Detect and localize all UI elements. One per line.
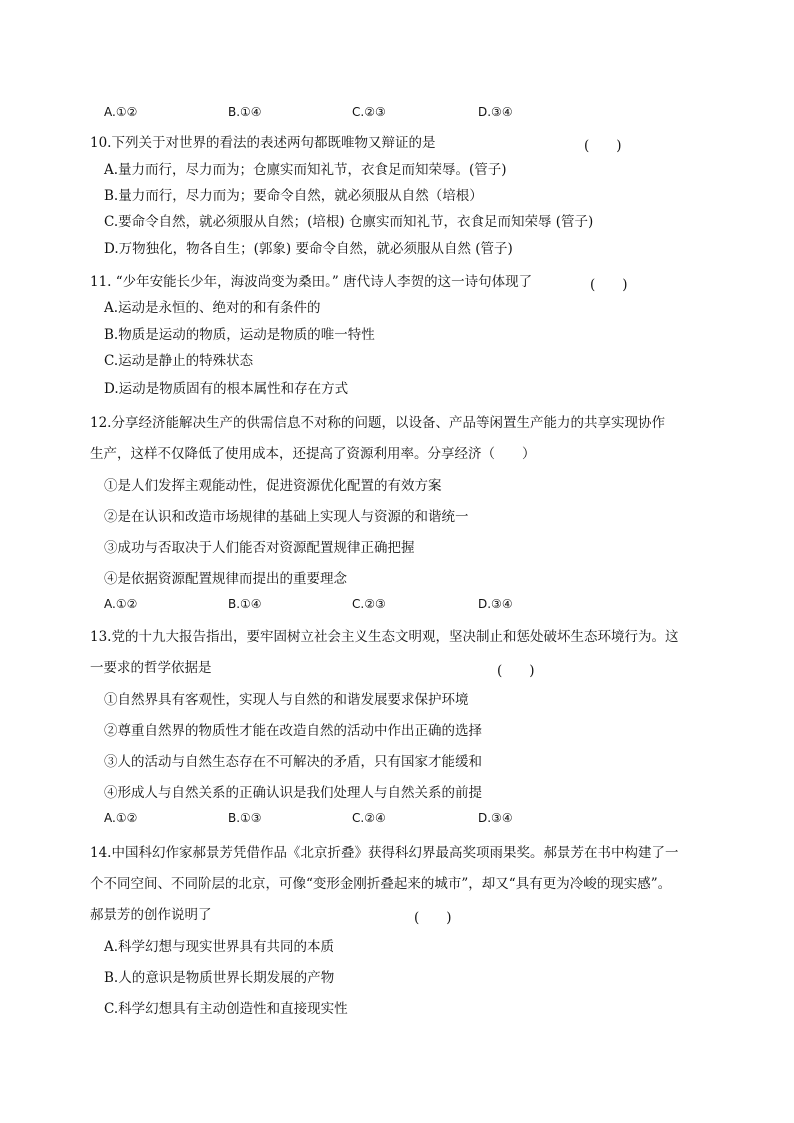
q10-option-d: D.万物独化，物各自生；(郭象) 要命令自然，就必须服从自然 (管子) [104, 241, 513, 257]
q12-option-d: D.③④ [478, 597, 513, 611]
q14-option-c: C.科学幻想具有主动创造性和直接现实性 [104, 1001, 348, 1017]
q9-option-c: C.②③ [352, 105, 386, 119]
q11-option-a: A.运动是永恒的、绝对的和有条件的 [104, 300, 321, 316]
q14-stem-line3: 郝景芳的创作说明了 [90, 907, 212, 923]
q12-statement-1: ①是人们发挥主观能动性，促进资源优化配置的有效方案 [104, 478, 442, 494]
q12-stem-line1: 12.分享经济能解决生产的供需信息不对称的问题，以设备、产品等闲置生产能力的共享实现协作 [90, 415, 665, 431]
q9-option-b: B.①④ [228, 105, 262, 119]
q13-statement-3: ③人的活动与自然生态存在不可解决的矛盾，只有国家才能缓和 [104, 754, 482, 770]
q9-option-a: A.①② [104, 105, 138, 119]
q9-options [104, 103, 704, 121]
q9-option-d: D.③④ [478, 105, 513, 119]
q14-stem-line2: 个不同空间、不同阶层的北京，可像“变形金刚折叠起来的城市”，却又“具有更为冷峻的现实感”。 [90, 876, 672, 892]
q11-option-d: D.运动是物质固有的根本属性和存在方式 [104, 381, 349, 397]
q14-answer-bracket: ( ) [414, 910, 452, 926]
q14-stem-line1: 14.中国科幻作家郝景芳凭借作品《北京折叠》获得科幻界最高奖项雨果奖。郝景芳在书中构建了一 [90, 845, 679, 861]
q10-option-c: C.要命令自然，就必须服从自然；(培根) 仓廪实而知礼节，衣食足而知荣辱 (管子) [104, 214, 594, 230]
q10-option-b: B.量力而行，尽力而为；要命令自然，就必须服从自然（培根） [104, 188, 483, 204]
q14-option-b: B.人的意识是物质世界长期发展的产物 [104, 970, 335, 986]
q11-stem: 11. “少年安能长少年，海波尚变为桑田。” 唐代诗人李贺的这一诗句体现了 [90, 274, 533, 290]
q12-stem-line2: 生产，这样不仅降低了使用成本，还提高了资源利用率。分享经济（ ） [90, 446, 536, 462]
q12-statement-3: ③成功与否取决于人们能否对资源配置规律正确把握 [104, 540, 415, 556]
q12-option-b: B.①④ [228, 597, 262, 611]
q10-answer-bracket: ( ) [584, 138, 622, 154]
q13-options [104, 809, 704, 827]
q13-statement-4: ④形成人与自然关系的正确认识是我们处理人与自然关系的前提 [104, 785, 482, 801]
q11-option-c: C.运动是静止的特殊状态 [104, 353, 254, 369]
q13-stem-line2: 一要求的哲学依据是 [90, 660, 212, 676]
q13-answer-bracket: ( ) [497, 663, 535, 679]
q11-option-b: B.物质是运动的物质，运动是物质的唯一特性 [104, 327, 375, 343]
q12-options [104, 595, 704, 613]
q10-option-a: A.量力而行，尽力而为；仓廪实而知礼节，衣食足而知荣辱。(管子) [104, 162, 507, 178]
q12-option-a: A.①② [104, 597, 138, 611]
q12-statement-2: ②是在认识和改造市场规律的基础上实现人与资源的和谐统一 [104, 509, 469, 525]
q13-option-b: B.①③ [228, 811, 262, 825]
q12-statement-4: ④是依据资源配置规律而提出的重要理念 [104, 571, 347, 587]
q11-answer-bracket: ( ) [590, 277, 628, 293]
q13-option-c: C.②④ [352, 811, 386, 825]
q13-option-d: D.③④ [478, 811, 513, 825]
q13-stem-line1: 13.党的十九大报告指出，要牢固树立社会主义生态文明观，坚决制止和惩处破坏生态环境行为。这 [90, 629, 679, 645]
q13-statement-1: ①自然界具有客观性，实现人与自然的和谐发展要求保护环境 [104, 692, 469, 708]
q10-stem: 10.下列关于对世界的看法的表述两句都既唯物又辩证的是 [90, 135, 436, 151]
q12-option-c: C.②③ [352, 597, 386, 611]
q14-option-a: A.科学幻想与现实世界具有共同的本质 [104, 939, 335, 955]
q13-option-a: A.①② [104, 811, 138, 825]
q13-statement-2: ②尊重自然界的物质性才能在改造自然的活动中作出正确的选择 [104, 723, 482, 739]
